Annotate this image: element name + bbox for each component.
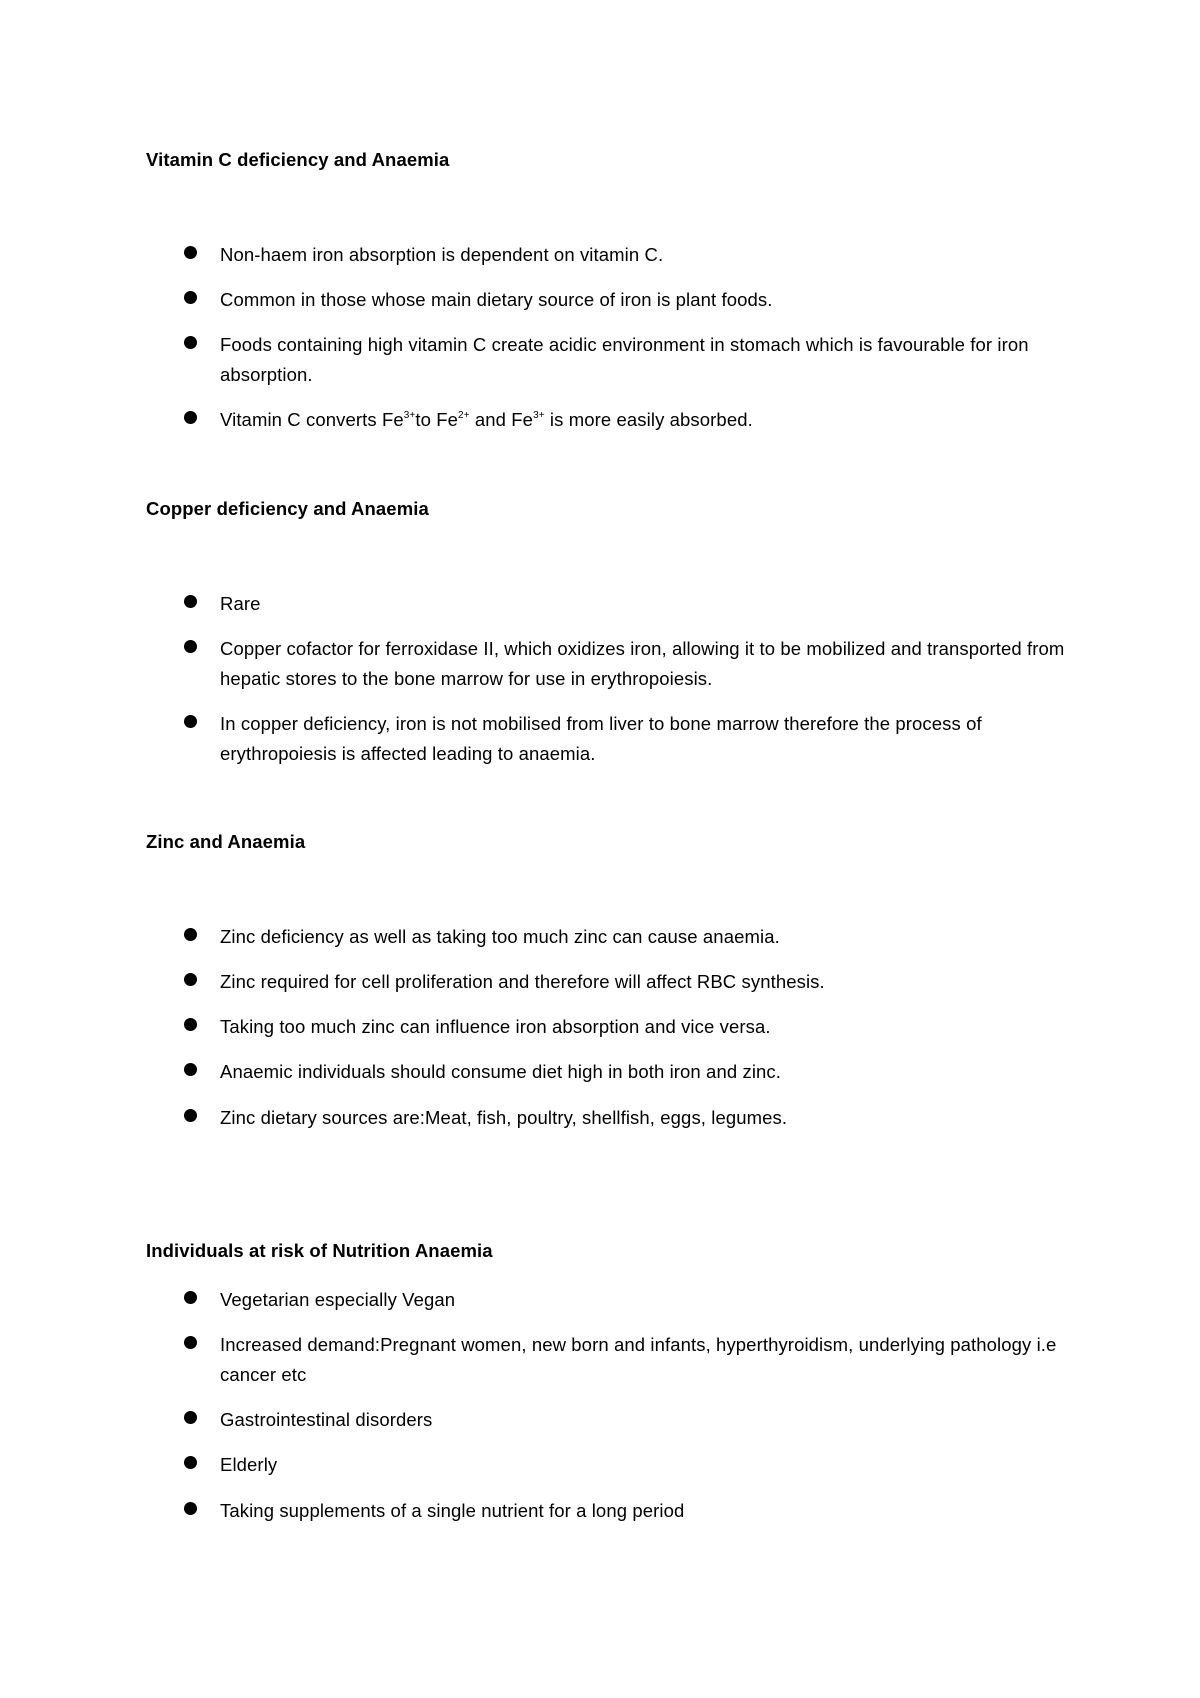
bullet-icon bbox=[184, 1018, 197, 1031]
section-heading-at-risk: Individuals at risk of Nutrition Anaemia bbox=[146, 1240, 493, 1261]
list-item bbox=[146, 1496, 1086, 1526]
list-item-text: Vegetarian especially Vegan bbox=[220, 1289, 456, 1310]
list-item-text: In copper deficiency, iron is not mobilised from liver to bone marrow therefore the process of erythropoiesis is affected leading to anaemia. bbox=[220, 713, 982, 764]
bullet-icon bbox=[184, 411, 197, 424]
list-item-text: Zinc deficiency as well as taking too much zinc can cause anaemia. bbox=[220, 926, 780, 947]
list-item-text: Taking supplements of a single nutrient for a long period bbox=[220, 1500, 685, 1521]
list-item bbox=[146, 967, 1086, 997]
list-item-text: Rare bbox=[220, 593, 261, 614]
bullet-icon bbox=[184, 246, 197, 259]
list-item-text: Elderly bbox=[220, 1454, 278, 1475]
list-item bbox=[146, 240, 1086, 270]
list-item bbox=[146, 709, 1086, 769]
list-item bbox=[146, 1057, 1086, 1087]
list-item bbox=[146, 922, 1086, 952]
section-heading-vitamin-c: Vitamin C deficiency and Anaemia bbox=[146, 149, 450, 170]
list-item bbox=[146, 1285, 1086, 1315]
bullet-icon bbox=[184, 595, 197, 608]
list-item bbox=[146, 634, 1086, 694]
bullet-icon bbox=[184, 291, 197, 304]
bullet-icon bbox=[184, 928, 197, 941]
list-item-text: Zinc dietary sources are:Meat, fish, poultry, shellfish, eggs, legumes. bbox=[220, 1107, 788, 1128]
text-run: is more easily absorbed. bbox=[544, 409, 753, 430]
list-item bbox=[146, 1330, 1086, 1390]
bullet-icon bbox=[184, 1336, 197, 1349]
bullet-icon bbox=[184, 640, 197, 653]
bullet-icon bbox=[184, 336, 197, 349]
list-item bbox=[146, 1405, 1086, 1435]
section-heading-copper: Copper deficiency and Anaemia bbox=[146, 498, 429, 519]
list-item-text: Increased demand:Pregnant women, new born and infants, hyperthyroidism, underlying pathology i.e cancer etc bbox=[220, 1334, 1057, 1385]
list-item-text: Non-haem iron absorption is dependent on vitamin C. bbox=[220, 244, 664, 265]
list-item-text: Copper cofactor for ferroxidase II, which oxidizes iron, allowing it to be mobilized and transported from hepatic stores to the bone marrow for use in erythropoiesis. bbox=[220, 638, 1065, 689]
list-item-text: Anaemic individuals should consume diet high in both iron and zinc. bbox=[220, 1061, 782, 1082]
list-item-text bbox=[220, 405, 1086, 435]
text-run: and Fe bbox=[469, 409, 534, 430]
list-item-text: Zinc required for cell proliferation and therefore will affect RBC synthesis. bbox=[220, 971, 825, 992]
list-item bbox=[146, 1103, 1086, 1133]
superscript: 3+ bbox=[403, 409, 416, 421]
section-heading-zinc: Zinc and Anaemia bbox=[146, 831, 306, 852]
list-item bbox=[146, 1012, 1086, 1042]
bullet-icon bbox=[184, 1411, 197, 1424]
superscript: 3+ bbox=[533, 409, 545, 421]
list-item bbox=[146, 1450, 1086, 1480]
list-item bbox=[146, 405, 1086, 435]
text-run: to Fe bbox=[415, 409, 459, 430]
list-item bbox=[146, 589, 1086, 619]
list-item-text: Common in those whose main dietary source of iron is plant foods. bbox=[220, 289, 773, 310]
list-item-text: Gastrointestinal disorders bbox=[220, 1409, 433, 1430]
bullet-icon bbox=[184, 973, 197, 986]
list-item-text: Foods containing high vitamin C create acidic environment in stomach which is favourable for iron absorption. bbox=[220, 334, 1029, 385]
list-item bbox=[146, 285, 1086, 315]
text-run: Vitamin C converts Fe bbox=[220, 409, 404, 430]
superscript: 2+ bbox=[458, 409, 470, 421]
bullet-icon bbox=[184, 1109, 197, 1122]
bullet-icon bbox=[184, 1456, 197, 1469]
bullet-icon bbox=[184, 1502, 197, 1515]
bullet-icon bbox=[184, 1063, 197, 1076]
bullet-icon bbox=[184, 1291, 197, 1304]
bullet-icon bbox=[184, 715, 197, 728]
list-item bbox=[146, 330, 1086, 390]
list-item-text: Taking too much zinc can influence iron absorption and vice versa. bbox=[220, 1016, 771, 1037]
